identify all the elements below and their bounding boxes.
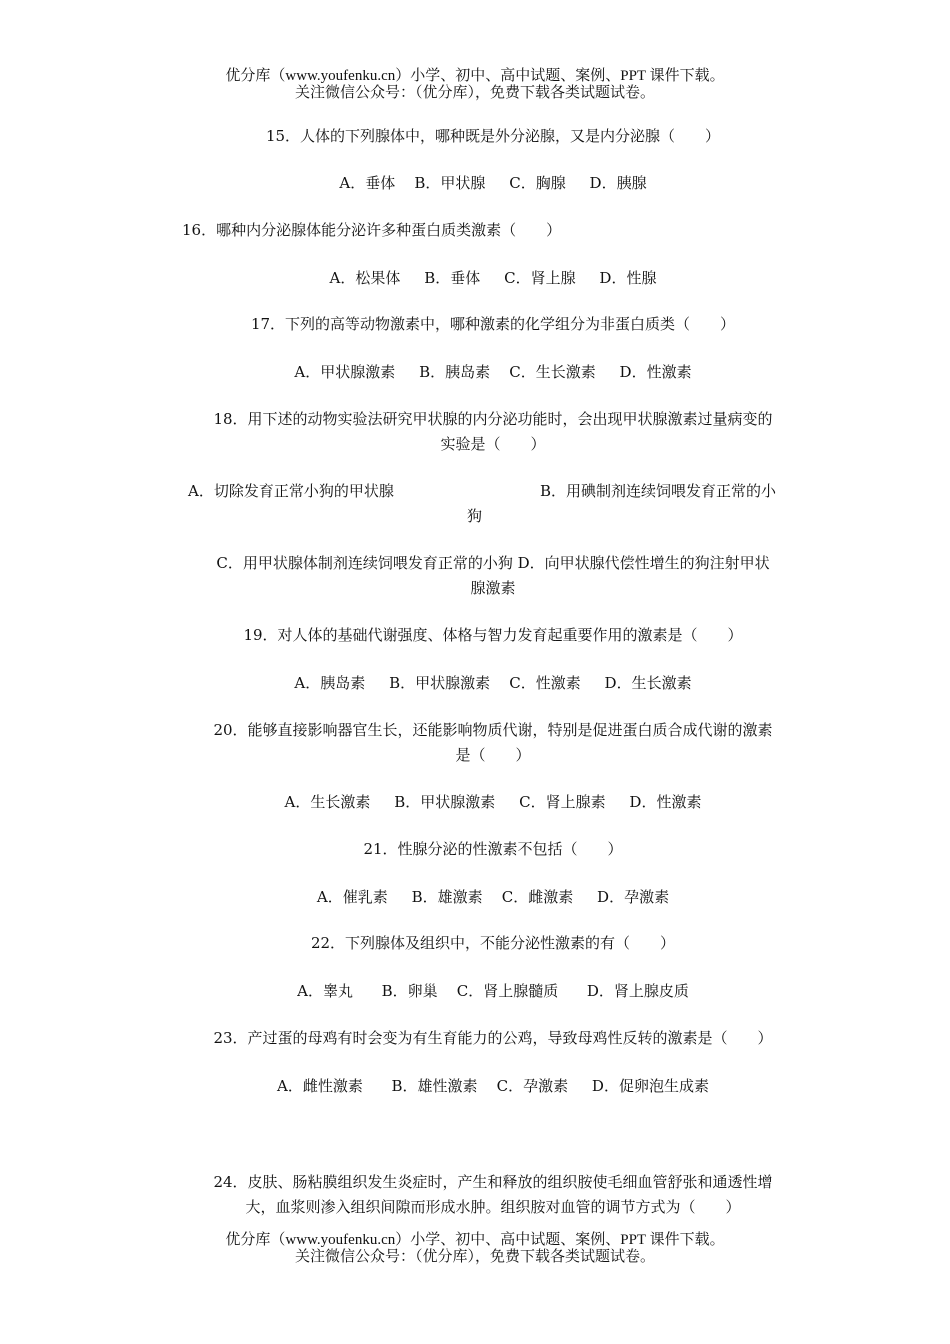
question-22-options bbox=[182, 979, 804, 1004]
option-b: B．卵巢 bbox=[381, 982, 438, 1000]
option-d: D．生长激素 bbox=[604, 674, 692, 692]
header-line-2: 关注微信公众号：（优分库），免费下载各类试题试卷。 bbox=[294, 85, 655, 101]
option-b: B．甲状腺激素 bbox=[394, 793, 496, 811]
header-line-1: 优分库（www.youfenku.cn）小学、初中、高中试题、案例、PPT 课件下载。 bbox=[225, 68, 725, 84]
question-17-stem: 17．下列的高等动物激素中，哪种激素的化学组分为非蛋白质类（ ） bbox=[250, 315, 736, 333]
option-b: B．雄激素 bbox=[411, 888, 483, 906]
option-c: C．孕激素 bbox=[496, 1077, 569, 1095]
question-23-options bbox=[182, 1074, 804, 1099]
option-a: A．雌性激素 bbox=[277, 1077, 363, 1095]
option-a: A．垂体 bbox=[339, 174, 396, 192]
option-d: D．胰腺 bbox=[589, 174, 647, 192]
option-c: C．胸腺 bbox=[509, 174, 566, 192]
question-20-stem-line-2: 是（ ） bbox=[455, 746, 531, 764]
option-c: C．生长激素 bbox=[509, 363, 596, 381]
question-18-option-a: A．切除发育正常小狗的甲状腺 bbox=[188, 482, 394, 500]
question-18-option-b-cont: 狗 bbox=[467, 507, 483, 525]
question-16-options bbox=[182, 266, 804, 291]
option-c: C．雌激素 bbox=[501, 888, 574, 906]
option-b: B．甲状腺 bbox=[414, 174, 486, 192]
question-19-options bbox=[182, 671, 804, 696]
question-24-stem-line-1: 24．皮肤、肠粘膜组织发生炎症时，产生和释放的组织胺使毛细血管舒张和通透性增 bbox=[213, 1173, 773, 1191]
option-a: A．生长激素 bbox=[284, 793, 371, 811]
option-d: D．孕激素 bbox=[597, 888, 670, 906]
option-d: D．促卵泡生成素 bbox=[591, 1077, 709, 1095]
option-c: C．肾上腺素 bbox=[519, 793, 606, 811]
question-18-options-cd-line-2: 腺激素 bbox=[470, 579, 516, 597]
question-18-stem-line-1: 18．用下述的动物实验法研究甲状腺的内分泌功能时，会出现甲状腺激素过量病变的 bbox=[213, 410, 773, 428]
question-21-stem: 21．性腺分泌的性激素不包括（ ） bbox=[363, 840, 623, 858]
option-b: B．胰岛素 bbox=[419, 363, 491, 381]
question-20-options bbox=[182, 790, 804, 815]
question-23-stem: 23．产过蛋的母鸡有时会变为有生育能力的公鸡，导致母鸡性反转的激素是（ ） bbox=[213, 1029, 773, 1047]
option-c: C．肾上腺髓质 bbox=[456, 982, 559, 1000]
question-15-stem: 15．人体的下列腺体中，哪种既是外分泌腺，又是内分泌腺（ ） bbox=[265, 127, 721, 145]
question-16-stem: 16．哪种内分泌腺体能分泌许多种蛋白质类激素（ ） bbox=[182, 221, 562, 239]
option-d: D．性激素 bbox=[619, 363, 692, 381]
option-a: A．催乳素 bbox=[316, 888, 388, 906]
question-21-options bbox=[182, 885, 804, 910]
option-a: A．胰岛素 bbox=[294, 674, 366, 692]
question-20-stem-line-1: 20．能够直接影响器官生长，还能影响物质代谢，特别是促进蛋白质合成代谢的激素 bbox=[213, 721, 773, 739]
option-b: B．垂体 bbox=[424, 269, 481, 287]
question-18-options-cd-line-1: C．用甲状腺体制剂连续饲喂发育正常的小狗 D．向甲状腺代偿性增生的狗注射甲状 bbox=[216, 554, 770, 572]
option-b: B．雄性激素 bbox=[391, 1077, 478, 1095]
option-a: A．甲状腺激素 bbox=[294, 363, 396, 381]
option-c: C．性激素 bbox=[509, 674, 581, 692]
question-24-stem-line-2: 大，血浆则渗入组织间隙而形成水肿。组织胺对血管的调节方式为（ ） bbox=[245, 1198, 741, 1216]
footer-line-2: 关注微信公众号：（优分库），免费下载各类试题试卷。 bbox=[294, 1249, 655, 1265]
question-22-stem: 22．下列腺体及组织中，不能分泌性激素的有（ ） bbox=[310, 934, 676, 952]
question-15-options bbox=[182, 171, 804, 196]
option-b: B．甲状腺激素 bbox=[389, 674, 491, 692]
option-a: A．松果体 bbox=[329, 269, 401, 287]
question-18-option-b: B．用碘制剂连续饲喂发育正常的小 bbox=[540, 482, 777, 500]
page-header bbox=[150, 68, 800, 102]
option-a: A．睾丸 bbox=[297, 982, 353, 1000]
option-c: C．肾上腺 bbox=[504, 269, 576, 287]
question-17-options bbox=[182, 360, 804, 385]
option-d: D．性激素 bbox=[629, 793, 702, 811]
page-footer bbox=[150, 1232, 800, 1266]
question-19-stem: 19．对人体的基础代谢强度、体格与智力发育起重要作用的激素是（ ） bbox=[243, 626, 743, 644]
option-d: D．性腺 bbox=[599, 269, 657, 287]
question-18-stem-line-2: 实验是（ ） bbox=[440, 435, 546, 453]
option-d: D．肾上腺皮质 bbox=[586, 982, 689, 1000]
footer-line-1: 优分库（www.youfenku.cn）小学、初中、高中试题、案例、PPT 课件下载。 bbox=[225, 1232, 725, 1248]
